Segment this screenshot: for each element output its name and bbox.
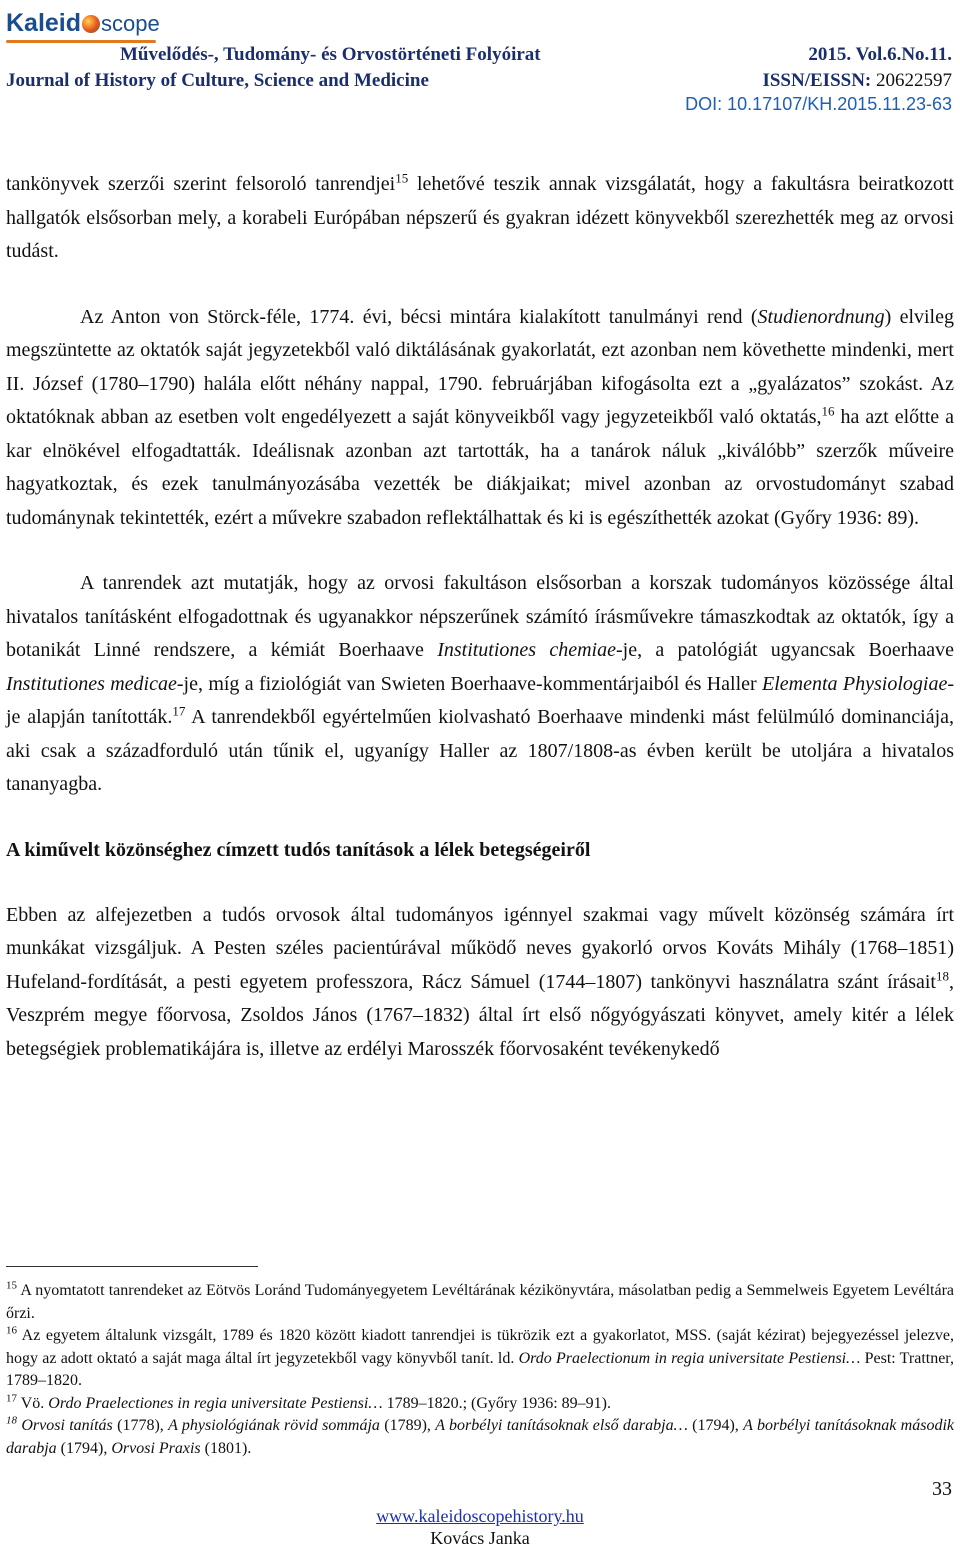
logo-swoosh-icon — [6, 40, 156, 43]
footnote-ref-16: 16 — [821, 403, 835, 419]
issn-info: ISSN/EISSN: 20622597 — [762, 70, 952, 91]
paragraph-3: A tanrendek azt mutatják, hogy az orvosi fakultáson elsősorban a korszak tudományos közössége által hivatalos tanításként elfogadottnak és ugyanakkor népszerűnek számító írásművekre támaszkodtak az oktatók, így a botanikát Linné rendszere, a kémiát Boerhaave Institutiones chemiae-je, a patológiát ugyancsak Boerhaave Institutiones medicae-je, míg a fiziológiát van Swieten Boerhaave-kommentárjaiból és Haller Elementa Physiologiae-je alapján tanították.$^{17}$ A tanrendekből egyértelműen kiolvasható Boerhaave mindenki mást felülmúló dominanciája, aki csak a századforduló után tűnik el, ugyanígy Haller az 1807/1808-as évben került be utoljára a hivatalos tananyagba. — [6, 572, 955, 795]
footnote-ref-17: 17 — [172, 703, 186, 719]
footnote-17: $^{17}$ Vö. Ordo Praelectiones in regia universitate Pestiensi… 1789–1820.; (Győry 1936: 89–91). — [6, 1392, 612, 1412]
logo-circle-icon — [82, 15, 100, 33]
doi-info[interactable]: DOI: 10.17107/KH.2015.11.23-63 — [685, 94, 952, 114]
footnote-ref-18: 18 — [936, 967, 949, 983]
footnotes — [6, 1280, 954, 1460]
footnote-15: $^{15}$ A nyomtatott tanrendeket az Eötvös Loránd Tudományegyetem Levéltárának kézikönyvtára, másolatban pedig a Semmelweis Egyetem Levéltára őrzi. — [6, 1279, 954, 1322]
paragraph-1: tankönyvek szerzői szerint felsoroló tanrendjei$^{15}$ lehetővé teszik annak vizsgálatát, hogy a fakultásra beiratkozott hallgatók elsősorban mely, a korabeli Európában népszerű és gyakran idézett könyvekből szerezhették meg az orvosi tudást. — [6, 170, 954, 262]
journal-title-hu: Művelődés-, Tudomány- és Orvostörténeti Folyóirat — [120, 44, 541, 65]
paragraph-2: Az Anton von Störck-féle, 1774. évi, bécsi mintára kialakított tanulmányi rend (Studienordnung) elvileg megszüntette az oktatók saját jegyzetekből való diktálásának gyakorlatát, ezt azonban nem követhette mindenki, mert II. József (1780–1790) halála előtt néhány nappal, 1790. februárjában kifogásolta ezt a „gyalázatos” szokást. Az oktatóknak abban az esetben volt engedélyezett a saját könyveikből vagy jegyzeteikből való oktatás,$^{16}$ ha azt előtte a kar elnökével elfogadtatták. Ideálisnak azonban azt tartották, ha a tanárok náluk „kiválóbb” szerzők műveire hagyatkoztak, és ezek tanulmányozásába vezették be diákjaikat; mivel azonban az orvostudományt szabad tudománynak tekintették, ezért a művekre szabadon reflektálhattak és ki is egészíthették azokat (Győry 1936: 89). — [6, 305, 954, 529]
article-body — [6, 168, 954, 1066]
volume-info: 2015. Vol.6.No.11. — [808, 44, 952, 65]
page-number: 33 — [932, 1478, 952, 1500]
footnote-18: $^{18}$ Orvosi tanítás (1778), A physiológiának rövid sommája (1789), A borbélyi tanításoknak első darabja… (1794), A borbélyi tanításoknak második darabja (1794), Orvosi Praxis (1801). — [6, 1414, 955, 1457]
section-heading: A kiművelt közönséghez címzett tudós tanítások a lélek betegségeiről — [6, 838, 591, 861]
author-name: Kovács Janka — [430, 1528, 530, 1548]
website-link[interactable]: www.kaleidoscopehistory.hu — [376, 1506, 584, 1526]
paragraph-4: Ebben az alfejezetben a tudós orvosok által tudományos igénnyel szakmai vagy művelt közönség számára írt munkákat vizsgáljuk. A Pesten széles pacientúrával működő neves gyakorló orvos Kováts Mihály (1768–1851) Hufeland-fordítását, a pesti egyetem professzora, Rácz Sámuel (1744–1807) tankönyvi használatra szánt írásait$^{18}$, Veszprém megye főorvosa, Zsoldos János (1767–1832) által írt első nőgyógyászati könyvet, amely kitér a lélek betegségiek problematikájára is, illetve az erdélyi Marosszék főorvosaként tevékenykedő — [6, 903, 954, 1060]
footnote-ref-15: 15 — [395, 170, 409, 186]
kaleidoscope-logo: Kaleid scope — [6, 9, 160, 37]
footnote-16: $^{16}$ Az egyetem általunk vizsgált, 1789 és 1820 között kiadott tanrendjei is tükrözik ezt a gyakorlatot, MSS. (saját kézirat) bejegyezéssel jelezve, hogy az adott oktató a saját maga által írt jegyzetekből vagy könyvből tanít. ld. Ordo Praelectionum in regia universitate Pestiensi… Pest: Trattner, 1789–1820. — [6, 1324, 954, 1389]
footnote-divider — [6, 1266, 258, 1267]
journal-title-en: Journal of History of Culture, Science and Medicine — [6, 70, 429, 91]
page-header — [0, 0, 960, 118]
